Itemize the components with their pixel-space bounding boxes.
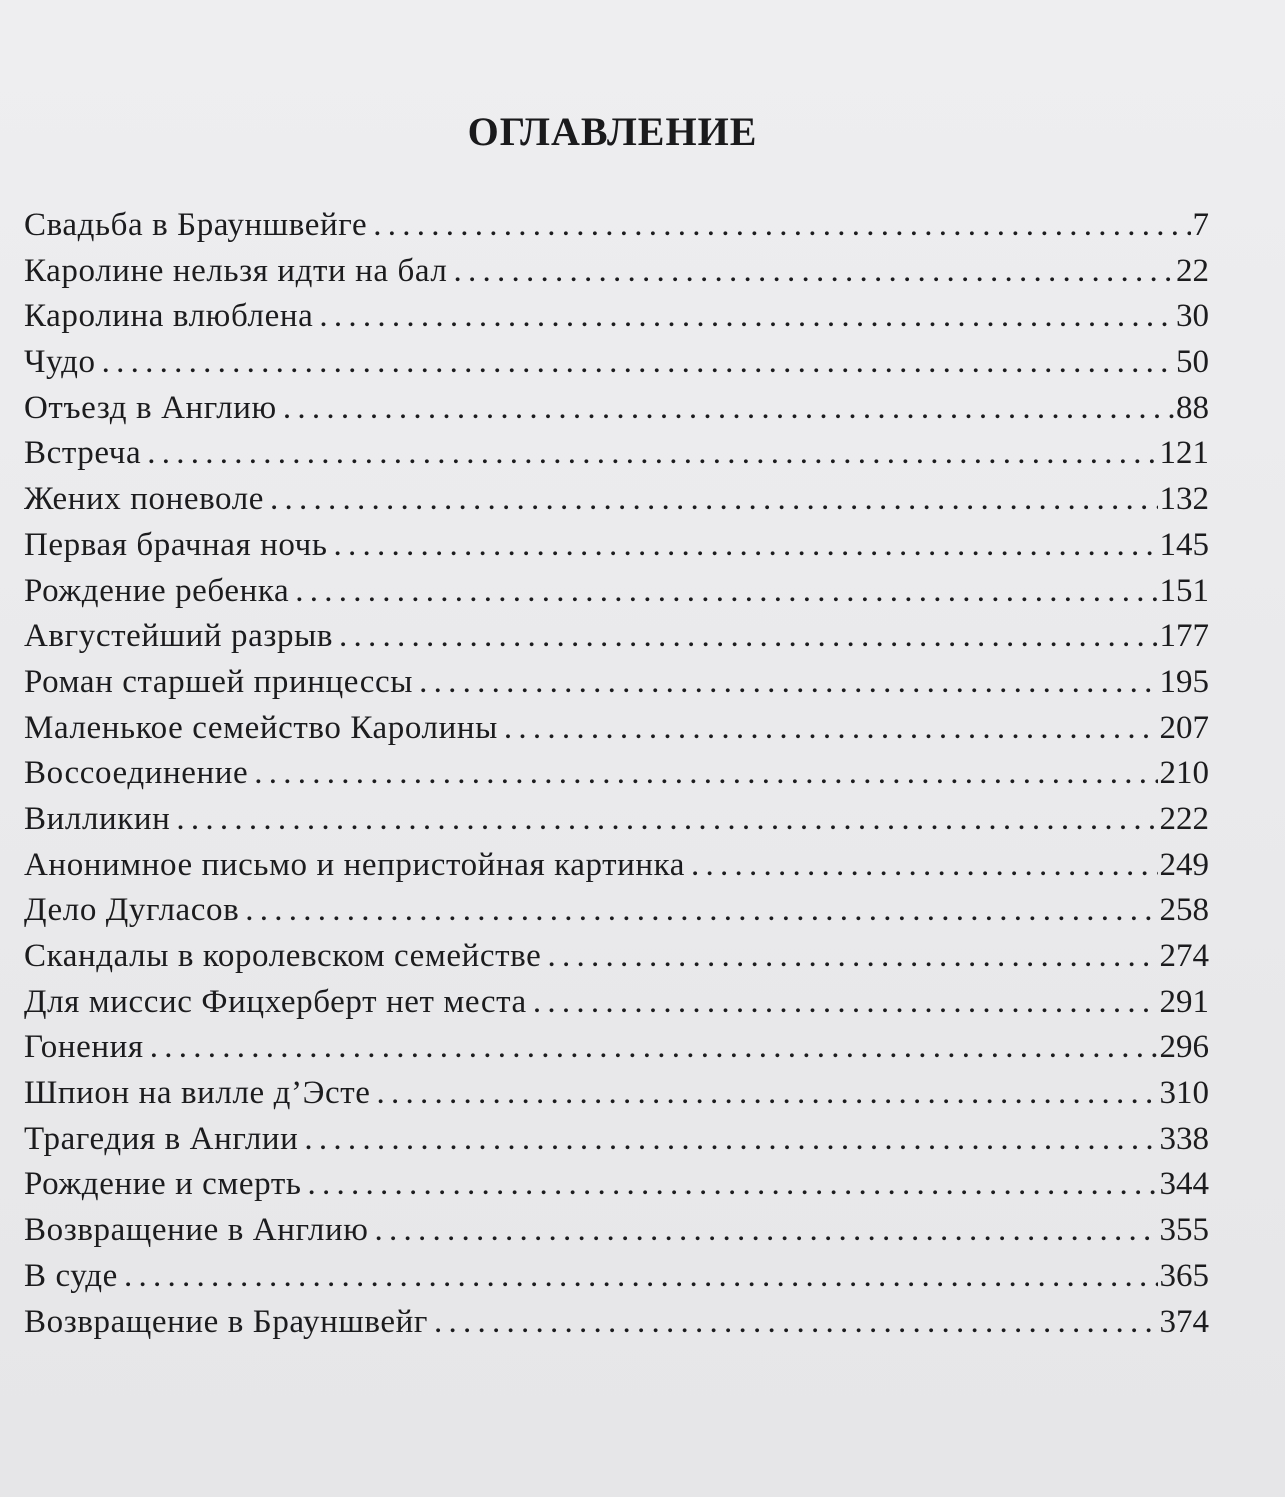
- toc-entry-page: 151: [1159, 572, 1209, 609]
- toc-entry-page: 338: [1159, 1120, 1209, 1157]
- dot-leader: [375, 1208, 1158, 1254]
- dot-leader: [434, 1300, 1157, 1346]
- dot-leader: [691, 843, 1157, 889]
- toc-entry-title: Августейший разрыв: [24, 618, 334, 655]
- dot-leader: [102, 340, 1174, 386]
- toc-entry-title: Анонимное письмо и непристойная картинка: [24, 846, 686, 883]
- toc-entry-title: Возвращение в Англию: [24, 1212, 369, 1249]
- dot-leader: [245, 888, 1157, 934]
- toc-entry: [24, 706, 1209, 752]
- toc-entry: [24, 203, 1209, 249]
- toc-entry: [24, 614, 1209, 660]
- toc-entry-page: 296: [1159, 1029, 1209, 1066]
- toc-entry-title: Трагедия в Англии: [24, 1120, 299, 1157]
- toc-entry-page: 365: [1159, 1257, 1209, 1294]
- toc-entry: [24, 980, 1209, 1026]
- toc-entry-title: Первая брачная ночь: [24, 526, 328, 563]
- toc-entry-page: 258: [1159, 892, 1209, 929]
- toc-entry-title: Роман старшей принцессы: [24, 663, 414, 700]
- toc-entry-title: Гонения: [24, 1029, 144, 1066]
- dot-leader: [419, 660, 1157, 706]
- toc-entry: [24, 1208, 1209, 1254]
- toc-entry: [24, 934, 1209, 980]
- toc-entry-title: Вилликин: [24, 800, 171, 837]
- dot-leader: [176, 797, 1157, 843]
- toc-entry-page: 50: [1176, 344, 1209, 381]
- toc-entry-title: Скандалы в королевском семействе: [24, 938, 542, 974]
- toc-entry: [24, 1254, 1209, 1300]
- toc-entry: [24, 751, 1209, 797]
- dot-leader: [334, 523, 1158, 569]
- toc-entry: [24, 386, 1209, 432]
- toc-entry-title: Воссоединение: [24, 755, 249, 792]
- toc-entry: [24, 660, 1209, 706]
- toc-entry: [24, 431, 1209, 477]
- dot-leader: [150, 1025, 1158, 1071]
- toc-entry-page: 310: [1159, 1075, 1209, 1112]
- toc-entry-page: 274: [1159, 938, 1209, 974]
- dot-leader: [533, 980, 1158, 1026]
- toc-entry: [24, 249, 1209, 295]
- toc-entry: [24, 1071, 1209, 1117]
- toc-entry-title: Маленькое семейство Каролины: [24, 709, 498, 746]
- toc-entry-title: Шпион на вилле д’Эсте: [24, 1075, 371, 1112]
- toc-entry-title: Каролина влюблена: [24, 298, 314, 335]
- toc-entry-page: 291: [1159, 983, 1209, 1020]
- toc-entry-page: 222: [1159, 800, 1209, 837]
- toc-entry: [24, 1300, 1209, 1346]
- toc-entry-title: Отъезд в Англию: [24, 389, 277, 426]
- toc-entry-page: 344: [1159, 1166, 1209, 1203]
- page-title: ОГЛАВЛЕНИЕ: [467, 109, 758, 154]
- toc-entry: [24, 797, 1209, 843]
- toc-entry: [24, 843, 1209, 889]
- dot-leader: [283, 386, 1174, 432]
- toc-entry-title: Каролине нельзя идти на бал: [24, 252, 448, 289]
- table-of-contents: [24, 203, 1209, 1345]
- toc-entry: [24, 477, 1209, 523]
- dot-leader: [504, 706, 1158, 752]
- toc-entry-title: В суде: [24, 1257, 118, 1294]
- toc-entry-page: 195: [1159, 663, 1209, 700]
- toc-entry: [24, 1162, 1209, 1208]
- toc-entry: [24, 1117, 1209, 1163]
- toc-entry-page: 210: [1159, 755, 1209, 792]
- toc-entry-page: 145: [1159, 526, 1209, 563]
- toc-entry: [24, 888, 1209, 934]
- dot-leader: [147, 431, 1157, 477]
- dot-leader: [319, 294, 1174, 340]
- dot-leader: [124, 1254, 1158, 1300]
- toc-entry-title: Дело Дугласов: [24, 892, 240, 929]
- toc-entry-title: Рождение и смерть: [24, 1166, 302, 1203]
- toc-entry-title: Встреча: [24, 435, 142, 472]
- toc-entry-page: 30: [1176, 298, 1209, 335]
- toc-entry-title: Рождение ребенка: [24, 572, 290, 609]
- dot-leader: [308, 1162, 1158, 1208]
- dot-leader: [304, 1117, 1157, 1163]
- toc-entry: [24, 1025, 1209, 1071]
- dot-leader: [339, 614, 1157, 660]
- dot-leader: [454, 249, 1175, 295]
- toc-entry-page: 249: [1159, 846, 1209, 883]
- toc-entry: [24, 569, 1209, 615]
- toc-entry-title: Чудо: [24, 344, 96, 381]
- toc-entry-page: 177: [1159, 618, 1209, 655]
- dot-leader: [373, 203, 1190, 249]
- toc-entry-title: Возвращение в Брауншвейг: [24, 1303, 429, 1340]
- toc-entry-page: 22: [1176, 252, 1209, 289]
- dot-leader: [295, 569, 1157, 615]
- dot-leader: [254, 751, 1157, 797]
- toc-entry-page: 374: [1159, 1303, 1209, 1340]
- toc-entry-page: 132: [1159, 481, 1209, 518]
- toc-entry-title: Жених поневоле: [24, 481, 265, 518]
- toc-entry: [24, 294, 1209, 340]
- toc-entry-page: 7: [1192, 207, 1209, 243]
- dot-leader: [270, 477, 1157, 523]
- toc-entry-title: Для миссис Фицхерберт нет места: [24, 983, 527, 1020]
- toc-entry-page: 121: [1159, 435, 1209, 472]
- toc-entry: [24, 523, 1209, 569]
- toc-entry-title: Свадьба в Брауншвейге: [24, 207, 368, 243]
- toc-entry-page: 355: [1159, 1212, 1209, 1249]
- dot-leader: [547, 934, 1157, 980]
- toc-entry-page: 88: [1176, 389, 1209, 426]
- toc-entry-page: 207: [1159, 709, 1209, 746]
- toc-entry: [24, 340, 1209, 386]
- dot-leader: [377, 1071, 1158, 1117]
